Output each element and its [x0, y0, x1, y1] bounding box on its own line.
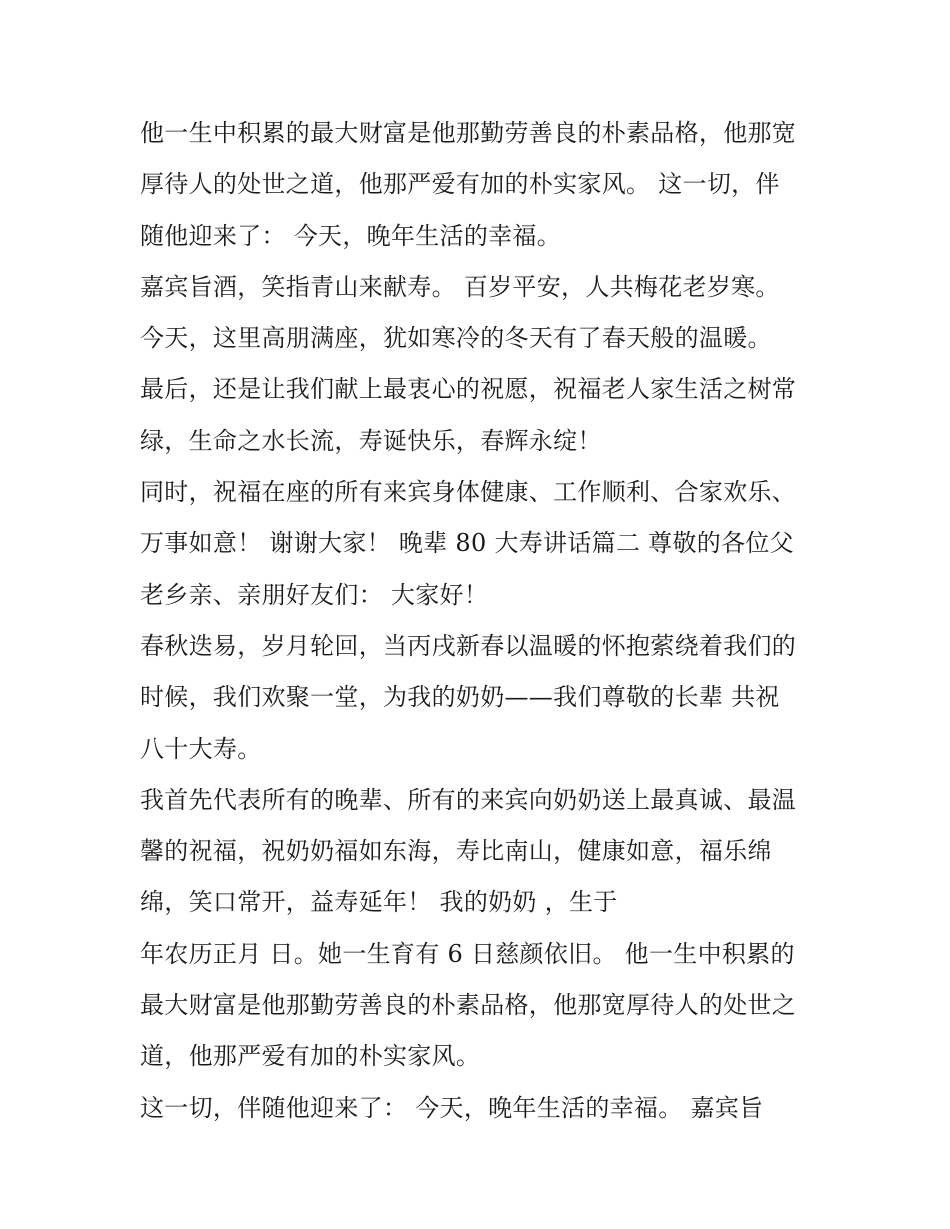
text-line-20: 这一切，伴随他迎来了： 今天，晚年生活的幸福。 嘉宾旨	[140, 1093, 764, 1122]
text-line-15: 馨的祝福，祝奶奶福如东海，寿比南山，健康如意，福乐绵	[140, 837, 772, 866]
text-line-8: 同时，祝福在座的所有来宾身体健康、工作顺利、合家欢乐、	[140, 478, 797, 507]
document-body	[140, 108, 820, 1134]
text-line-10: 老乡亲、亲朋好友们： 大家好！	[140, 580, 489, 609]
text-line-13: 八十大寿。	[140, 734, 262, 763]
text-line-5: 今天，这里高朋满座，犹如寒冷的冬天有了春天般的温暖。	[140, 324, 772, 353]
text-line-1: 他一生中积累的最大财富是他那勤劳善良的朴素品格，他那宽	[140, 119, 797, 147]
text-line-18: 最大财富是他那勤劳善良的朴素品格，他那宽厚待人的处世之	[140, 991, 797, 1020]
text-line-12: 时候，我们欢聚一堂，为我的奶奶——我们尊敬的长辈 共祝	[140, 683, 780, 712]
text-line-2: 厚待人的处世之道，他那严爱有加的朴实家风。 这一切，伴	[140, 170, 780, 199]
text-line-19: 道，他那严爱有加的朴实家风。	[140, 1042, 481, 1071]
text-line-3: 随他迎来了： 今天，晚年生活的幸福。	[140, 221, 562, 250]
text-line-11: 春秋迭易，岁月轮回，当丙戌新春以温暖的怀抱萦绕着我们的	[140, 631, 797, 660]
text-line-16: 绵，笑口常开，益寿延年！ 我的奶奶 ，生于	[140, 888, 618, 917]
text-line-17: 年农历正月 日。她一生育有 6 日慈颜依旧。 他一生中积累的	[140, 939, 795, 968]
text-line-9: 万事如意！ 谢谢大家！ 晚辈 80 大寿讲话篇二 尊敬的各位父	[140, 529, 794, 558]
text-line-14: 我首先代表所有的晚辈、所有的来宾向奶奶送上最真诚、最温	[140, 785, 797, 814]
text-line-4: 嘉宾旨酒，笑指青山来献寿。 百岁平安，人共梅花老岁寒。	[140, 272, 780, 301]
text-line-6: 最后，还是让我们献上最衷心的祝愿，祝福老人家生活之树常	[140, 375, 797, 404]
text-line-7: 绿，生命之水长流，寿诞快乐，春辉永绽！	[140, 426, 602, 455]
